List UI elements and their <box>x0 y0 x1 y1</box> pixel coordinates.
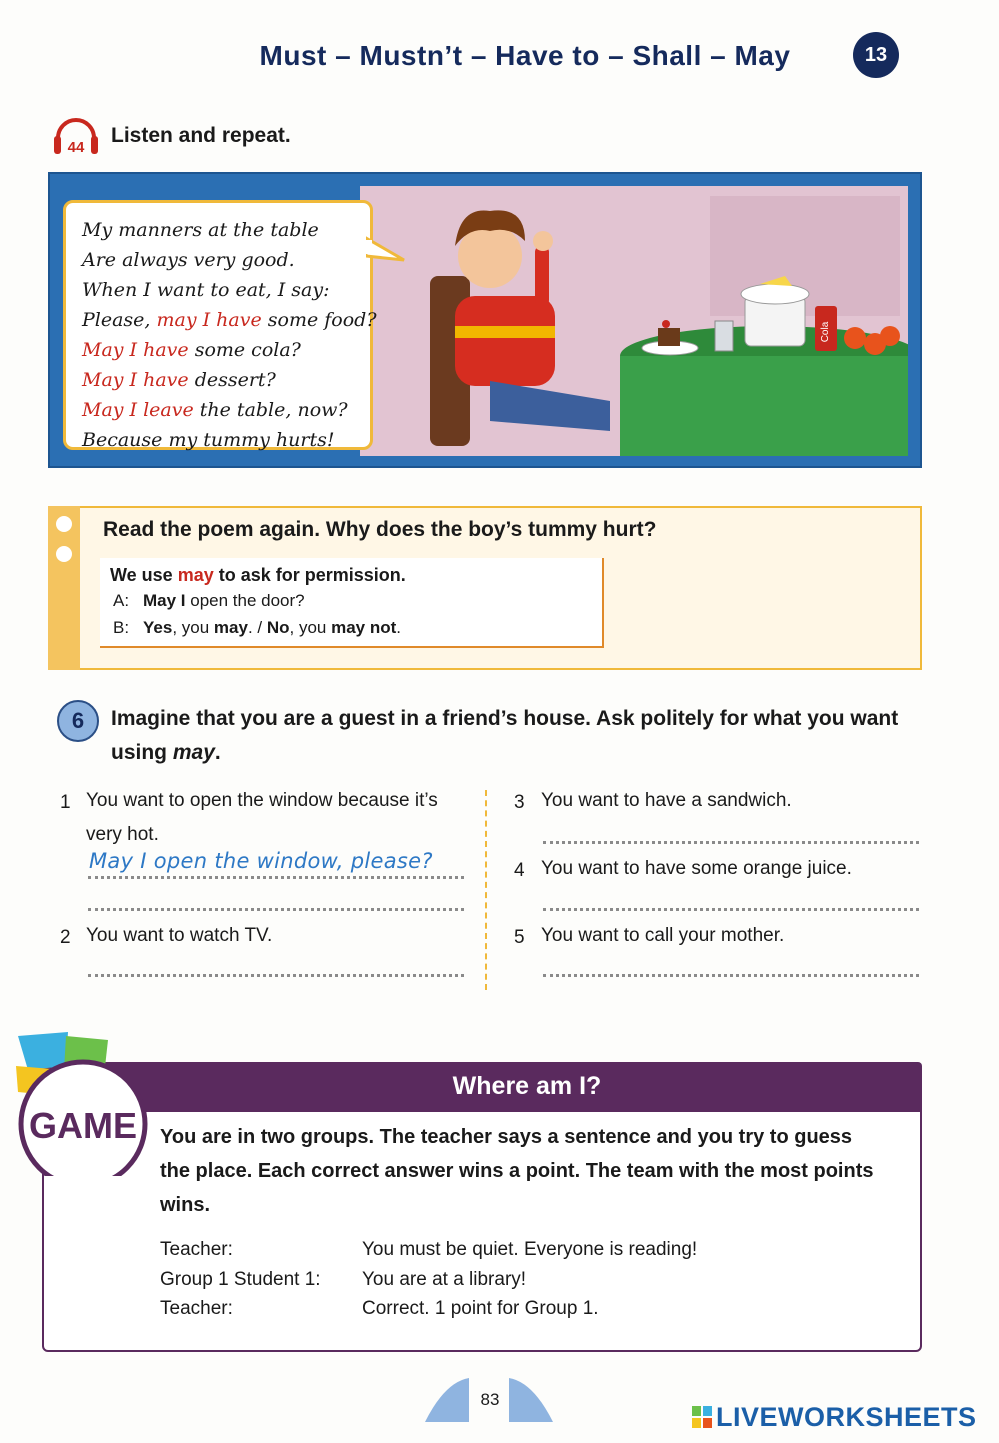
answer-line[interactable] <box>88 908 464 911</box>
can-label: Cola <box>820 321 831 343</box>
poem-line: My manners at the table <box>82 219 319 241</box>
game-puzzle-logo <box>8 1026 158 1176</box>
page-number: 83 <box>480 1390 500 1409</box>
illustration-panel <box>48 172 922 468</box>
poem-line: May I leave the table, now? <box>82 399 348 421</box>
example-a: A: May I open the door? <box>113 591 305 610</box>
item-number: 3 <box>514 792 525 813</box>
column-divider <box>485 790 487 990</box>
dialogue-speaker: Teacher: <box>160 1298 233 1319</box>
bullet-dot <box>56 546 72 562</box>
item-number: 1 <box>60 792 71 813</box>
poem-line: May I have some cola? <box>82 339 301 361</box>
answer-line[interactable] <box>543 974 919 977</box>
item-prompt: You want to have a sandwich. <box>541 790 792 811</box>
answer-line[interactable] <box>88 876 464 879</box>
read-again-question: Read the poem again. Why does the boy’s tummy hurt? <box>103 518 657 541</box>
dialogue-line: Correct. 1 point for Group 1. <box>362 1298 599 1319</box>
boy-at-table-illustration <box>360 186 908 456</box>
poem-line: Because my tummy hurts! <box>82 429 335 451</box>
poem-line: When I want to eat, I say: <box>82 279 330 301</box>
liveworksheets-logo-icon <box>692 1406 712 1428</box>
listen-instruction: Listen and repeat. <box>111 124 291 147</box>
speech-tail <box>366 230 406 270</box>
poem-line: Please, may I have some food? <box>82 309 377 331</box>
unit-badge: 13 <box>853 32 899 78</box>
dialogue-speaker: Teacher: <box>160 1239 233 1260</box>
game-title: Where am I? <box>452 1072 602 1100</box>
item-number: 4 <box>514 860 525 881</box>
page-title: Must – Mustn’t – Have to – Shall – May <box>259 40 791 71</box>
poem-line: Are always very good. <box>82 249 295 271</box>
item-number: 5 <box>514 927 525 948</box>
answer-line[interactable] <box>88 974 464 977</box>
item-number: 2 <box>60 927 71 948</box>
game-instructions: You are in two groups. The teacher says a sentence and you try to guess the place. Each correct answer wins a point. The team with the most points wins. <box>160 1126 874 1216</box>
dialogue-line: You must be quiet. Everyone is reading! <box>362 1239 698 1260</box>
track-number: 44 <box>67 139 85 156</box>
item-prompt: You want to call your mother. <box>541 925 785 946</box>
item-prompt: You want to open the window because it’s very hot. <box>86 790 438 845</box>
item-prompt: You want to have some orange juice. <box>541 858 852 879</box>
item-prompt: You want to watch TV. <box>86 925 273 946</box>
poem-speech-bubble <box>63 200 377 451</box>
dialogue-speaker: Group 1 Student 1: <box>160 1269 321 1290</box>
grammar-rule: We use may to ask for permission. <box>110 565 406 585</box>
answer-line[interactable] <box>543 908 919 911</box>
answer-text: May I open the window, please? <box>89 849 433 873</box>
brand-name[interactable]: LIVEWORKSHEETS <box>716 1402 977 1432</box>
bullet-dot <box>56 516 72 532</box>
read-again-bar <box>48 506 80 670</box>
example-b: B: Yes, you may. / No, you may not. <box>113 618 402 637</box>
exercise-number-badge: 6 <box>57 700 99 742</box>
game-logo-text: GAME <box>29 1105 137 1146</box>
answer-line[interactable] <box>543 841 919 844</box>
poem-line: May I have dessert? <box>82 369 276 391</box>
dialogue-line: You are at a library! <box>362 1269 527 1290</box>
headphones-icon <box>50 108 102 160</box>
exercise-instruction: Imagine that you are a guest in a friend’s house. Ask politely for what you want using may. <box>111 707 899 764</box>
